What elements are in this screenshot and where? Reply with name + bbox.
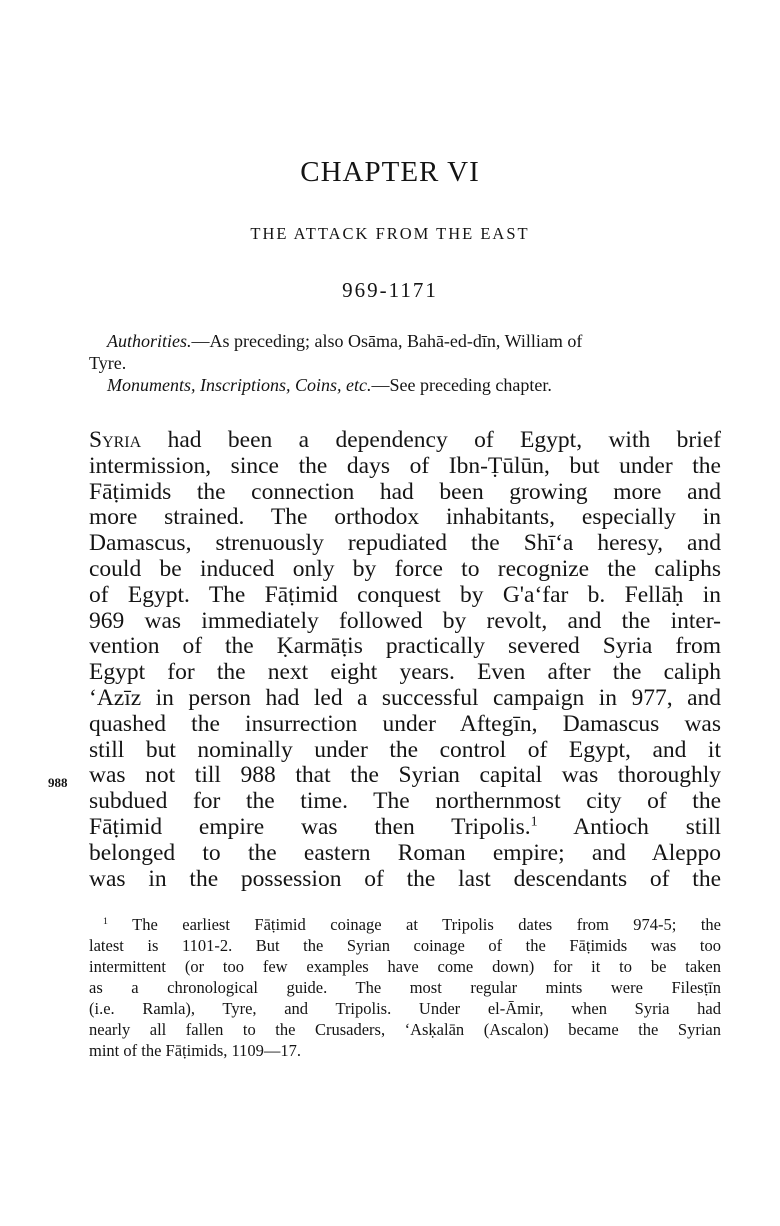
body-line (89, 815, 721, 841)
body-line-text: Fāṭimid empire was then Tripolis. (89, 813, 531, 840)
chapter-subtitle: THE ATTACK FROM THE EAST (250, 224, 530, 243)
body-line: still but nominally under the control of Egypt, and it (89, 736, 721, 763)
footnote-line: (i.e. Ramla), Tyre, and Tripolis. Under el-Āmir, when Syria had (89, 999, 721, 1018)
chapter-dates: 969-1171 (342, 278, 438, 302)
authorities-line (89, 330, 725, 352)
body-line (89, 428, 721, 454)
body-line-text: Antioch still (537, 813, 721, 840)
body-line: ‘Azīz in person had led a successful campaign in 977, and (89, 684, 721, 711)
footnote-line: nearly all fallen to the Crusaders, ‘Asḳalān (Ascalon) became the Syrian (89, 1020, 721, 1039)
chapter-heading: CHAPTER VI (300, 156, 480, 188)
body-line: more strained. The orthodox inhabitants, especially in (89, 504, 721, 531)
monuments-label: Monuments, Inscriptions, Coins, etc. (107, 375, 372, 395)
body-line: of Egypt. The Fāṭimid conquest by G'a‘far b. Fellāḥ in (89, 581, 721, 608)
body-text (89, 428, 721, 892)
footnote-line: intermittent (or too few examples have come down) for it to be taken (89, 957, 721, 976)
body-line-text: had been a dependency of Egypt, with brief (141, 427, 721, 453)
footnote-marker: 1 (103, 916, 108, 928)
footnote-text: The earliest Fāṭimid coinage at Tripolis dates from 974-5; the (107, 915, 721, 934)
body-line: subdued for the time. The northernmost city of the (89, 788, 721, 815)
body-line: belonged to the eastern Roman empire; and Aleppo (89, 839, 721, 866)
footnote (89, 914, 721, 1061)
body-line: could be induced only by force to recognize the caliphs (89, 555, 721, 582)
footnote-line (89, 914, 721, 935)
monuments-line (89, 374, 725, 396)
body-line: Damascus, strenuously repudiated the Shī‘a heresy, and (89, 530, 721, 557)
drop-word: Syria (89, 427, 142, 453)
body-line: quashed the insurrection under Aftegīn, Damascus was (89, 710, 721, 737)
authorities-label: Authorities. (107, 331, 192, 351)
footnote-line: as a chronological guide. The most regular mints were Filesṭīn (89, 978, 721, 997)
body-line: 969 was immediately followed by revolt, and the inter- (89, 607, 721, 634)
margin-year: 988 (48, 775, 68, 790)
body-line: intermission, since the days of Ibn-Ṭūlūn, but under the (89, 452, 721, 479)
body-line: was in the possession of the last descendants of the (89, 865, 721, 892)
footnote-line: mint of the Fāṭimids, 1109—17. (89, 1041, 302, 1060)
authorities-note (89, 330, 725, 396)
footnote-line: latest is 1101-2. But the Syrian coinage of the Fāṭimids was too (89, 936, 721, 955)
authorities-text: —As preceding; also Osāma, Bahā-ed-dīn, William of (191, 331, 583, 351)
body-line: Egypt for the next eight years. Even after the caliph (89, 659, 721, 686)
body-line: Fāṭimids the connection had been growing more and (89, 478, 721, 505)
authorities-line-2: Tyre. (89, 353, 127, 373)
body-line: vention of the Ḳarmāṭis practically severed Syria from (89, 633, 721, 660)
body-line: was not till 988 that the Syrian capital was thoroughly (89, 762, 721, 789)
footnote-ref[interactable]: 1 (530, 813, 538, 830)
monuments-text: —See preceding chapter. (371, 375, 552, 395)
